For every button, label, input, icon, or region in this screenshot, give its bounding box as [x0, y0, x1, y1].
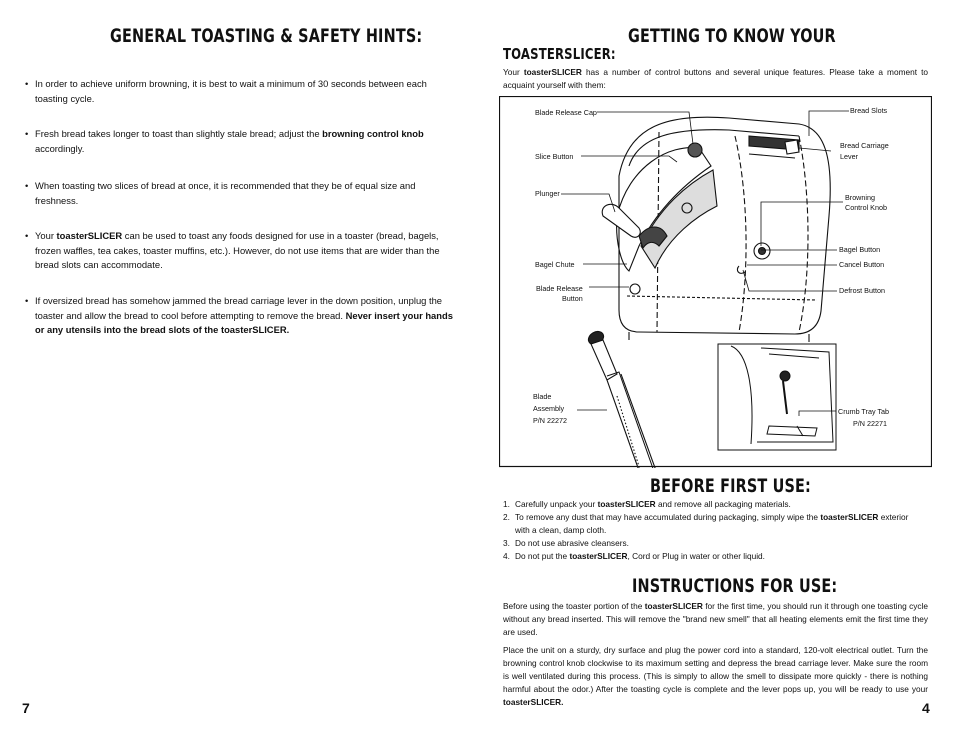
bullet-item: [25, 294, 455, 338]
bullet-text: If oversized bread has somehow jammed the bread carriage lever in the down position, unplug the toaster and allow the bread to cool before attempting to remove the bread.: [35, 295, 443, 321]
label-blade-assembly-part-number: P/N 22272: [533, 416, 567, 425]
bullet-text: In order to achieve uniform browning, it is best to wait a minimum of 30 seconds between each toasting cycle.: [35, 78, 427, 104]
label-blade-release-cap: Blade Release Cap: [535, 108, 597, 117]
left-page-number: 7: [22, 700, 30, 716]
label-bread-carriage-lever: Bread Carriage: [840, 141, 889, 150]
paragraph-text: Place the unit on a sturdy, dry surface and plug the power cord into a standard, 120-volt electrical outlet. Turn the browning control knob clockwise to its maximum setting and depress the bread carriage lever. Make sure the room is well ventilated during this process. (This is simply to allow the smell to dissipate more quickly - there is nothing harmful about the odor.) After the toasting cycle is complete and the lever pops up, you will be ready to use your: [503, 645, 928, 694]
step-text: Do not use abrasive cleansers.: [515, 538, 629, 548]
step-bold-text: toasterSLICER: [569, 551, 628, 561]
intro-text: has a number of control buttons and several unique features. Please take a moment to acquaint yourself with them:: [503, 67, 928, 90]
label-blade-assembly: Blade: [533, 392, 552, 401]
right-page-number: 4: [922, 700, 930, 716]
bullet-text: Fresh bread takes longer to toast than slightly stale bread; adjust the: [35, 128, 323, 139]
step-text: Carefully unpack your: [515, 499, 598, 509]
label-bread-carriage-lever: Lever: [840, 152, 858, 161]
label-crumb-tray-tab-part-number: P/N 22271: [853, 419, 887, 428]
know-subheading: TOASTERSLICER:: [503, 45, 616, 63]
instructions-heading: INSTRUCTIONS FOR USE:: [632, 576, 838, 597]
label-plunger: Plunger: [535, 189, 560, 198]
label-blade-release-button: Button: [562, 294, 583, 303]
bullet-text: accordingly.: [35, 142, 85, 154]
bullet-bold-text: browning control knob: [322, 128, 424, 139]
bullet-dot: •: [25, 180, 29, 191]
label-cancel-button: Cancel Button: [839, 260, 885, 269]
bullet-dot: •: [25, 128, 29, 139]
bullet-dot: •: [25, 295, 29, 306]
step-text: and remove all packaging materials.: [655, 499, 791, 509]
toaster-diagram: [499, 96, 932, 468]
label-slice-button: Slice Button: [535, 152, 574, 161]
paragraph-bold-text: toasterSLICER.: [503, 697, 564, 707]
step-bold-text: toasterSLICER: [820, 512, 879, 522]
bullet-dot: •: [25, 230, 29, 241]
bullet-item: [25, 77, 455, 106]
before-step: [503, 511, 923, 537]
paragraph-text: for the first time, you should run it through one toasting cycle without any bread inserted. This will remove the "brand new smell" that all heating elements emit the first time they are used.: [503, 601, 929, 637]
know-heading: GETTING TO KNOW YOUR: [628, 26, 836, 47]
bullet-item: [25, 179, 425, 208]
bullet-text: can be used to toast any foods designed for use in a toaster (bread, bagels, frozen waffles, tea cakes, toaster muffins, etc.). However, do not use items that are wider than the bread slots can accommodate.: [35, 230, 440, 270]
bullet-bold-text: toasterSLICER: [56, 230, 123, 241]
step-text: Do not put the: [515, 551, 570, 561]
before-step: [503, 550, 923, 563]
intro-text: Your: [503, 67, 524, 77]
instructions-paragraph-1: [503, 600, 928, 639]
label-bagel-chute: Bagel Chute: [535, 260, 575, 269]
left-page-heading: GENERAL TOASTING & SAFETY HINTS:: [110, 26, 423, 47]
before-steps: [503, 498, 923, 563]
bullet-text: When toasting two slices of bread at once, it is recommended that they be of equal size and freshness.: [35, 180, 416, 206]
label-bread-slots: Bread Slots: [850, 106, 888, 115]
step-text: exterior with a clean, damp cloth.: [515, 512, 909, 535]
step-bold-text: toasterSLICER: [597, 499, 656, 509]
bullet-item: [25, 127, 455, 156]
step-text: To remove any dust that may have accumulated during packaging, simply wipe the: [515, 512, 821, 522]
bullet-item: [25, 229, 455, 273]
step-number: 2.: [503, 512, 510, 522]
step-text: , Cord or Plug in water or other liquid.: [627, 551, 765, 561]
label-browning-control-knob: Browning: [845, 193, 875, 202]
bullet-bold-text: Never insert your hands or any utensils into the bread slots of the toasterSLICER.: [35, 309, 453, 335]
label-blade-assembly: Assembly: [533, 404, 565, 413]
instructions-paragraph-2: [503, 644, 928, 709]
know-intro: [503, 66, 928, 92]
step-number: 3.: [503, 538, 510, 548]
paragraph-text: Before using the toaster portion of the: [503, 601, 645, 611]
paragraph-bold-text: toasterSLICER: [644, 601, 703, 611]
bullet-text: Your: [35, 230, 57, 241]
before-step: [503, 537, 923, 550]
step-number: 4.: [503, 551, 510, 561]
label-defrost-button: Defrost Button: [839, 286, 885, 295]
bullet-dot: •: [25, 78, 29, 89]
step-number: 1.: [503, 499, 510, 509]
intro-bold-text: toasterSLICER: [523, 67, 582, 77]
label-crumb-tray-tab: Crumb Tray Tab: [838, 407, 889, 416]
before-step: [503, 498, 923, 511]
label-browning-control-knob: Control Knob: [845, 203, 887, 212]
before-heading: BEFORE FIRST USE:: [650, 476, 811, 497]
label-bagel-button: Bagel Button: [839, 245, 881, 254]
label-blade-release-button: Blade Release: [536, 284, 583, 293]
crumb-tray-inset: [718, 344, 836, 450]
